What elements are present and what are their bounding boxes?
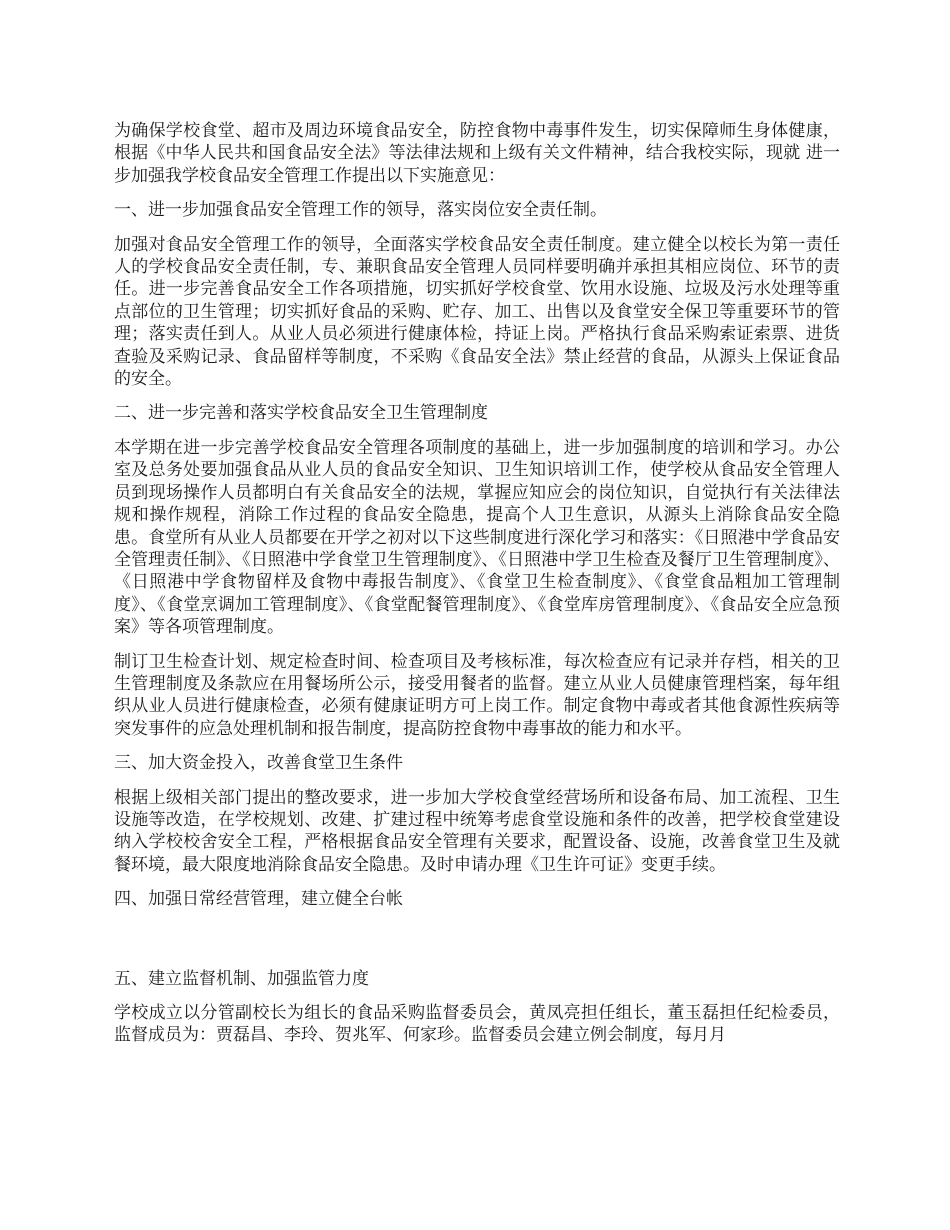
blank-space [114,923,840,968]
section-2-paragraph-2: 制订卫生检查计划、规定检查时间、检查项目及考核标准，每次检查应有记录并存档，相关的卫生管理制度及条款应在用餐场所公示，接受用餐者的监督。建立从业人员健康管理档案，每年组织从业人员进行健康检查，必须有健康证明方可上岗工作。制定食物中毒或者其他食源性疾病等突发事件的应急处理机制和报告制度，提高防控食物中毒事故的能力和水平。 [114,651,840,739]
section-4-heading: 四、加强日常经营管理，建立健全台帐 [114,889,403,910]
section-3-paragraph-1: 根据上级相关部门提出的整改要求，进一步加大学校食堂经营场所和设备布局、加工流程、卫生设施等改造，在学校规划、改建、扩建过程中统筹考虑食堂设施和条件的改善，把学校食堂建设纳入学校校舍安全工程，严格根据食品安全管理有关要求，配置设备、设施，改善食堂卫生及就餐环境，最大限度地消除食品安全隐患。及时申请办理《卫生许可证》变更手续。 [114,787,840,875]
section-5-heading: 五、建立监督机制、加强监管力度 [114,968,369,989]
section-1-paragraph-1: 加强对食品安全管理工作的领导，全面落实学校食品安全责任制度。建立健全以校长为第一责任人的学校食品安全责任制，专、兼职食品安全管理人员同样要明确并承担其相应岗位、环节的责任。进一步完善食品安全工作各项措施，切实抓好学校食堂、饮用水设施、垃圾及污水处理等重点部位的卫生管理；切实抓好食品的采购、贮存、加工、出售以及食堂安全保卫等重要环节的管理；落实责任到人。从业人员必须进行健康体检，持证上岗。严格执行食品采购索证索票、进货查验及采购记录、食品留样等制度，不采购《食品安全法》禁止经营的食品，从源头上保证食品的安全。 [114,234,840,390]
section-2-paragraph-1: 本学期在进一步完善学校食品安全管理各项制度的基础上，进一步加强制度的培训和学习。办公室及总务处要加强食品从业人员的食品安全知识、卫生知识培训工作，使学校从食品安全管理人员到现场操作人员都明白有关食品安全的法规，掌握应知应会的岗位知识，自觉执行有关法律法规和操作规程，消除工作过程的食品安全隐患，提高个人卫生意识，从源头上消除食品安全隐患。食堂所有从业人员都要在开学之初对以下这些制度进行深化学习和落实：《日照港中学食品安全管理责任制》、《日照港中学食堂卫生管理制度》、《日照港中学卫生检查及餐厅卫生管理制度》、《日照港中学食物留样及食物中毒报告制度》、《食堂卫生检查制度》、《食堂食品粗加工管理制度》、《食堂烹调加工管理制度》、《食堂配餐管理制度》、《食堂库房管理制度》、《食品安全应急预案》等各项管理制度。 [114,437,840,638]
section-5-paragraph-1: 学校成立以分管副校长为组长的食品采购监督委员会，黄凤亮担任组长，董玉磊担任纪检委员，监督成员为：贾磊昌、李玲、贺兆军、何家珍。监督委员会建立例会制度，每月月 [114,1003,840,1046]
section-3-heading: 三、加大资金投入，改善食堂卫生条件 [114,753,403,774]
intro-paragraph: 为确保学校食堂、超市及周边环境食品安全，防控食物中毒事件发生，切实保障师生身体健康，根据《中华人民共和国食品安全法》等法律法规和上级有关文件精神，结合我校实际，现就 进一步加强我学校食品安全管理工作提出以下实施意见： [114,121,840,186]
section-2-heading: 二、进一步完善和落实学校食品安全卫生管理制度 [114,403,488,424]
document-body [114,120,840,1059]
section-1-heading: 一、进一步加强食品安全管理工作的领导，落实岗位安全责任制。 [114,200,607,221]
